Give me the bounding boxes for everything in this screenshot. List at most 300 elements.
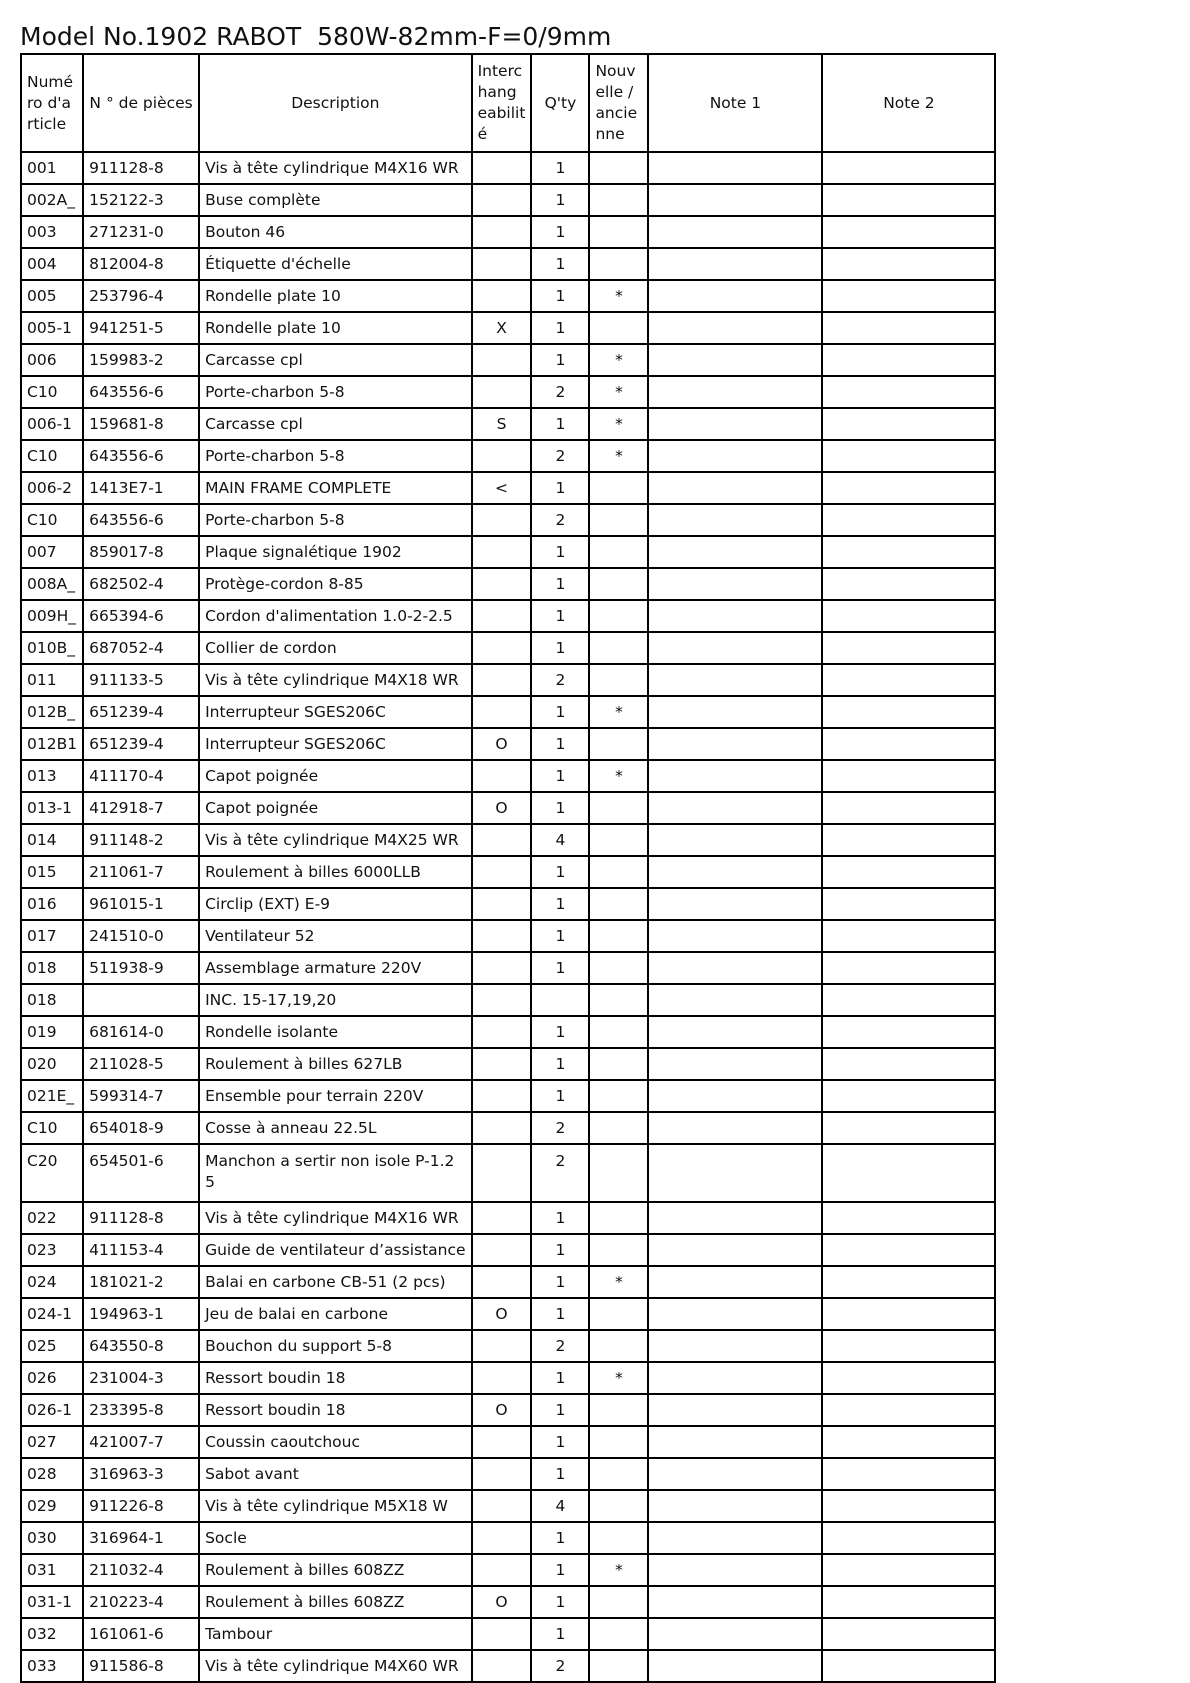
note-2-cell	[822, 536, 995, 568]
item-number-cell: 006-1	[21, 408, 83, 440]
description-cell: Vis à tête cylindrique M5X18 W	[199, 1490, 471, 1522]
new-old-cell: *	[589, 1362, 648, 1394]
interchangeability-cell: X	[472, 312, 532, 344]
description-cell: Vis à tête cylindrique M4X16 WR	[199, 152, 471, 184]
note-1-cell	[648, 1048, 822, 1080]
new-old-cell	[589, 728, 648, 760]
note-2-cell	[822, 632, 995, 664]
note-1-cell	[648, 1586, 822, 1618]
part-number-cell: 654018-9	[83, 1112, 199, 1144]
new-old-cell	[589, 920, 648, 952]
table-row	[21, 152, 995, 184]
part-number-cell: 1413E7-1	[83, 472, 199, 504]
part-number-cell: 211028-5	[83, 1048, 199, 1080]
part-number-cell: 181021-2	[83, 1266, 199, 1298]
note-1-cell	[648, 1234, 822, 1266]
quantity-cell: 1	[531, 920, 589, 952]
note-1-cell	[648, 856, 822, 888]
table-row	[21, 312, 995, 344]
header-label-line: Interc	[477, 62, 523, 80]
table-row	[21, 568, 995, 600]
note-2-cell	[822, 408, 995, 440]
note-2-cell	[822, 984, 995, 1016]
quantity-cell: 1	[531, 1080, 589, 1112]
description-cell: Rondelle isolante	[199, 1016, 471, 1048]
part-number-cell: 682502-4	[83, 568, 199, 600]
interchangeability-cell	[472, 1618, 532, 1650]
note-1-cell	[648, 952, 822, 984]
part-number-cell: 654501-6	[83, 1144, 199, 1202]
part-number-cell: 253796-4	[83, 280, 199, 312]
note-2-cell	[822, 472, 995, 504]
description-cell: Tambour	[199, 1618, 471, 1650]
interchangeability-cell	[472, 1426, 532, 1458]
new-old-cell	[589, 568, 648, 600]
note-2-cell	[822, 152, 995, 184]
new-old-cell: *	[589, 408, 648, 440]
new-old-cell: *	[589, 760, 648, 792]
part-number-cell: 316964-1	[83, 1522, 199, 1554]
interchangeability-cell	[472, 1080, 532, 1112]
note-2-cell	[822, 888, 995, 920]
note-2-cell	[822, 856, 995, 888]
description-cell: Circlip (EXT) E-9	[199, 888, 471, 920]
quantity-cell: 1	[531, 184, 589, 216]
note-1-cell	[648, 1618, 822, 1650]
note-1-cell	[648, 728, 822, 760]
item-number-cell: 013	[21, 760, 83, 792]
new-old-cell	[589, 1298, 648, 1330]
note-2-cell	[822, 1202, 995, 1234]
note-2-cell	[822, 1618, 995, 1650]
part-number-cell: 911226-8	[83, 1490, 199, 1522]
part-number-cell: 511938-9	[83, 952, 199, 984]
table-row	[21, 1586, 995, 1618]
new-old-cell	[589, 984, 648, 1016]
quantity-cell: 1	[531, 1426, 589, 1458]
item-number-cell: 018	[21, 984, 83, 1016]
note-1-cell	[648, 344, 822, 376]
part-number-cell: 159681-8	[83, 408, 199, 440]
item-number-cell: C10	[21, 376, 83, 408]
note-2-cell	[822, 376, 995, 408]
description-cell: Ressort boudin 18	[199, 1394, 471, 1426]
item-number-cell: 004	[21, 248, 83, 280]
note-1-cell	[648, 888, 822, 920]
interchangeability-cell	[472, 984, 532, 1016]
interchangeability-cell	[472, 1048, 532, 1080]
new-old-cell	[589, 632, 648, 664]
note-1-cell	[648, 632, 822, 664]
note-2-cell	[822, 664, 995, 696]
item-number-cell: 007	[21, 536, 83, 568]
table-row	[21, 504, 995, 536]
description-cell: Porte-charbon 5-8	[199, 504, 471, 536]
note-2-cell	[822, 216, 995, 248]
part-number-cell: 643550-8	[83, 1330, 199, 1362]
quantity-cell: 2	[531, 1650, 589, 1682]
new-old-cell	[589, 1458, 648, 1490]
part-number-cell: 961015-1	[83, 888, 199, 920]
table-row	[21, 1144, 995, 1202]
interchangeability-cell: O	[472, 1586, 532, 1618]
description-cell: Porte-charbon 5-8	[199, 440, 471, 472]
table-row	[21, 1234, 995, 1266]
note-2-cell	[822, 1016, 995, 1048]
item-number-cell: 030	[21, 1522, 83, 1554]
description-cell: Carcasse cpl	[199, 408, 471, 440]
table-row	[21, 1426, 995, 1458]
description-cell: Vis à tête cylindrique M4X18 WR	[199, 664, 471, 696]
part-number-cell: 643556-6	[83, 376, 199, 408]
header-note-1: Note 1	[648, 54, 822, 152]
quantity-cell: 1	[531, 952, 589, 984]
part-number-cell: 412918-7	[83, 792, 199, 824]
quantity-cell: 1	[531, 280, 589, 312]
part-number-cell: 812004-8	[83, 248, 199, 280]
note-1-cell	[648, 792, 822, 824]
part-number-cell: 681614-0	[83, 1016, 199, 1048]
interchangeability-cell	[472, 1490, 532, 1522]
quantity-cell: 1	[531, 216, 589, 248]
quantity-cell: 1	[531, 1618, 589, 1650]
table-row	[21, 472, 995, 504]
note-1-cell	[648, 1330, 822, 1362]
table-row	[21, 1394, 995, 1426]
note-2-cell	[822, 568, 995, 600]
interchangeability-cell: O	[472, 792, 532, 824]
interchangeability-cell	[472, 568, 532, 600]
quantity-cell: 1	[531, 856, 589, 888]
table-row	[21, 184, 995, 216]
note-2-cell	[822, 1266, 995, 1298]
note-1-cell	[648, 376, 822, 408]
interchangeability-cell	[472, 824, 532, 856]
item-number-cell: 005-1	[21, 312, 83, 344]
note-2-cell	[822, 1298, 995, 1330]
note-1-cell	[648, 1144, 822, 1202]
note-1-cell	[648, 696, 822, 728]
table-row	[21, 664, 995, 696]
table-row	[21, 1298, 995, 1330]
part-number-cell: 411153-4	[83, 1234, 199, 1266]
note-1-cell	[648, 248, 822, 280]
part-number-cell: 271231-0	[83, 216, 199, 248]
interchangeability-cell	[472, 344, 532, 376]
quantity-cell: 1	[531, 1554, 589, 1586]
part-number-cell: 911586-8	[83, 1650, 199, 1682]
interchangeability-cell	[472, 1016, 532, 1048]
part-number-cell: 233395-8	[83, 1394, 199, 1426]
quantity-cell: 1	[531, 1266, 589, 1298]
description-cell: Collier de cordon	[199, 632, 471, 664]
new-old-cell: *	[589, 1554, 648, 1586]
description-cell: Balai en carbone CB-51 (2 pcs)	[199, 1266, 471, 1298]
quantity-cell: 1	[531, 1048, 589, 1080]
quantity-cell: 1	[531, 536, 589, 568]
note-2-cell	[822, 1144, 995, 1202]
table-row	[21, 1202, 995, 1234]
new-old-cell	[589, 1618, 648, 1650]
part-number-cell: 665394-6	[83, 600, 199, 632]
quantity-cell: 1	[531, 472, 589, 504]
header-description: Description	[199, 54, 471, 152]
note-2-cell	[822, 1080, 995, 1112]
note-1-cell	[648, 920, 822, 952]
new-old-cell: *	[589, 344, 648, 376]
item-number-cell: 006	[21, 344, 83, 376]
part-number-cell: 210223-4	[83, 1586, 199, 1618]
part-number-cell: 316963-3	[83, 1458, 199, 1490]
interchangeability-cell	[472, 440, 532, 472]
note-1-cell	[648, 1016, 822, 1048]
quantity-cell: 1	[531, 1202, 589, 1234]
table-row	[21, 1016, 995, 1048]
note-1-cell	[648, 184, 822, 216]
table-row	[21, 376, 995, 408]
note-1-cell	[648, 1202, 822, 1234]
header-item-number	[21, 54, 83, 152]
note-1-cell	[648, 504, 822, 536]
part-number-cell: 159983-2	[83, 344, 199, 376]
item-number-cell: 014	[21, 824, 83, 856]
note-2-cell	[822, 1426, 995, 1458]
note-1-cell	[648, 1112, 822, 1144]
item-number-cell: 008A_	[21, 568, 83, 600]
description-cell: Rondelle plate 10	[199, 312, 471, 344]
interchangeability-cell	[472, 1554, 532, 1586]
quantity-cell: 1	[531, 408, 589, 440]
quantity-cell: 1	[531, 728, 589, 760]
note-1-cell	[648, 1458, 822, 1490]
quantity-cell: 4	[531, 1490, 589, 1522]
quantity-cell: 1	[531, 696, 589, 728]
note-1-cell	[648, 1650, 822, 1682]
new-old-cell	[589, 504, 648, 536]
description-cell: Interrupteur SGES206C	[199, 696, 471, 728]
parts-table-body	[21, 152, 995, 1682]
new-old-cell	[589, 1202, 648, 1234]
part-number-cell: 231004-3	[83, 1362, 199, 1394]
note-2-cell	[822, 824, 995, 856]
quantity-cell: 2	[531, 664, 589, 696]
item-number-cell: C10	[21, 504, 83, 536]
interchangeability-cell	[472, 1202, 532, 1234]
new-old-cell	[589, 216, 648, 248]
new-old-cell	[589, 1522, 648, 1554]
header-label-line: é	[477, 125, 488, 143]
header-part-number: N ° de pièces	[83, 54, 199, 152]
description-cell: Jeu de balai en carbone	[199, 1298, 471, 1330]
new-old-cell: *	[589, 376, 648, 408]
interchangeability-cell	[472, 376, 532, 408]
table-row	[21, 1266, 995, 1298]
part-number-cell: 411170-4	[83, 760, 199, 792]
part-number-cell: 241510-0	[83, 920, 199, 952]
note-1-cell	[648, 568, 822, 600]
new-old-cell	[589, 1112, 648, 1144]
interchangeability-cell: O	[472, 1394, 532, 1426]
quantity-cell: 1	[531, 1234, 589, 1266]
new-old-cell	[589, 472, 648, 504]
interchangeability-cell: S	[472, 408, 532, 440]
item-number-cell: 019	[21, 1016, 83, 1048]
quantity-cell: 2	[531, 440, 589, 472]
quantity-cell: 2	[531, 1144, 589, 1202]
new-old-cell	[589, 536, 648, 568]
interchangeability-cell	[472, 888, 532, 920]
new-old-cell	[589, 1394, 648, 1426]
new-old-cell	[589, 1586, 648, 1618]
new-old-cell	[589, 792, 648, 824]
note-2-cell	[822, 312, 995, 344]
header-label-line: ancie	[595, 104, 638, 122]
header-label-line: Numé	[27, 72, 74, 91]
note-2-cell	[822, 952, 995, 984]
note-1-cell	[648, 472, 822, 504]
quantity-cell: 1	[531, 600, 589, 632]
header-label-line: elle /	[595, 83, 634, 101]
description-cell: Capot poignée	[199, 760, 471, 792]
parts-table	[20, 53, 996, 1683]
table-row	[21, 600, 995, 632]
header-label-line: ro d'a	[27, 93, 72, 112]
note-2-cell	[822, 1490, 995, 1522]
item-number-cell: 028	[21, 1458, 83, 1490]
table-row	[21, 248, 995, 280]
note-2-cell	[822, 344, 995, 376]
table-row	[21, 824, 995, 856]
header-label-line: nne	[595, 125, 625, 143]
note-2-cell	[822, 1330, 995, 1362]
new-old-cell	[589, 1426, 648, 1458]
item-number-cell: 024-1	[21, 1298, 83, 1330]
new-old-cell	[589, 1016, 648, 1048]
table-row	[21, 984, 995, 1016]
interchangeability-cell	[472, 152, 532, 184]
description-cell: INC. 15-17,19,20	[199, 984, 471, 1016]
description-cell: Guide de ventilateur d’assistance	[199, 1234, 471, 1266]
note-1-cell	[648, 1490, 822, 1522]
new-old-cell	[589, 1144, 648, 1202]
header-label-line: rticle	[27, 114, 67, 133]
new-old-cell: *	[589, 696, 648, 728]
table-row	[21, 760, 995, 792]
item-number-cell: C10	[21, 440, 83, 472]
note-2-cell	[822, 1362, 995, 1394]
table-row	[21, 1080, 995, 1112]
item-number-cell: 032	[21, 1618, 83, 1650]
description-cell: Roulement à billes 6000LLB	[199, 856, 471, 888]
interchangeability-cell	[472, 1112, 532, 1144]
description-cell: Interrupteur SGES206C	[199, 728, 471, 760]
quantity-cell: 1	[531, 1458, 589, 1490]
item-number-cell: 025	[21, 1330, 83, 1362]
item-number-cell: 015	[21, 856, 83, 888]
table-row	[21, 280, 995, 312]
item-number-cell: 011	[21, 664, 83, 696]
note-2-cell	[822, 1112, 995, 1144]
item-number-cell: 010B_	[21, 632, 83, 664]
item-number-cell: 017	[21, 920, 83, 952]
description-cell: Assemblage armature 220V	[199, 952, 471, 984]
quantity-cell: 2	[531, 1112, 589, 1144]
interchangeability-cell	[472, 1522, 532, 1554]
interchangeability-cell	[472, 216, 532, 248]
interchangeability-cell	[472, 1234, 532, 1266]
new-old-cell	[589, 856, 648, 888]
description-cell: Protège-cordon 8-85	[199, 568, 471, 600]
quantity-cell: 2	[531, 504, 589, 536]
note-1-cell	[648, 1394, 822, 1426]
table-row	[21, 408, 995, 440]
table-row	[21, 792, 995, 824]
table-row	[21, 1522, 995, 1554]
item-number-cell: 003	[21, 216, 83, 248]
new-old-cell	[589, 1650, 648, 1682]
note-2-cell	[822, 1048, 995, 1080]
item-number-cell: 033	[21, 1650, 83, 1682]
part-number-cell: 643556-6	[83, 440, 199, 472]
description-cell: Vis à tête cylindrique M4X60 WR	[199, 1650, 471, 1682]
item-number-cell: 012B1	[21, 728, 83, 760]
item-number-cell: 024	[21, 1266, 83, 1298]
new-old-cell	[589, 312, 648, 344]
part-number-cell: 643556-6	[83, 504, 199, 536]
table-row	[21, 696, 995, 728]
note-1-cell	[648, 760, 822, 792]
interchangeability-cell: O	[472, 728, 532, 760]
header-label-line: eabilit	[477, 104, 526, 122]
table-row	[21, 536, 995, 568]
new-old-cell: *	[589, 280, 648, 312]
quantity-cell: 1	[531, 1394, 589, 1426]
interchangeability-cell	[472, 1650, 532, 1682]
header-quantity: Q'ty	[531, 54, 589, 152]
description-cell: Carcasse cpl	[199, 344, 471, 376]
quantity-cell: 1	[531, 760, 589, 792]
interchangeability-cell: O	[472, 1298, 532, 1330]
part-number-cell: 211032-4	[83, 1554, 199, 1586]
new-old-cell	[589, 152, 648, 184]
quantity-cell: 1	[531, 1362, 589, 1394]
table-row	[21, 216, 995, 248]
table-row	[21, 1330, 995, 1362]
part-number-cell: 911148-2	[83, 824, 199, 856]
quantity-cell: 1	[531, 1522, 589, 1554]
note-2-cell	[822, 920, 995, 952]
description-cell: Ressort boudin 18	[199, 1362, 471, 1394]
table-row	[21, 1112, 995, 1144]
description-cell: Cosse à anneau 22.5L	[199, 1112, 471, 1144]
item-number-cell: 021E_	[21, 1080, 83, 1112]
description-cell: Rondelle plate 10	[199, 280, 471, 312]
new-old-cell	[589, 184, 648, 216]
interchangeability-cell	[472, 632, 532, 664]
new-old-cell	[589, 1234, 648, 1266]
table-row	[21, 952, 995, 984]
note-2-cell	[822, 184, 995, 216]
description-cell: Sabot avant	[199, 1458, 471, 1490]
note-1-cell	[648, 600, 822, 632]
item-number-cell: 018	[21, 952, 83, 984]
new-old-cell: *	[589, 1266, 648, 1298]
note-2-cell	[822, 440, 995, 472]
description-cell: Roulement à billes 627LB	[199, 1048, 471, 1080]
table-row	[21, 440, 995, 472]
note-1-cell	[648, 152, 822, 184]
table-row	[21, 1048, 995, 1080]
